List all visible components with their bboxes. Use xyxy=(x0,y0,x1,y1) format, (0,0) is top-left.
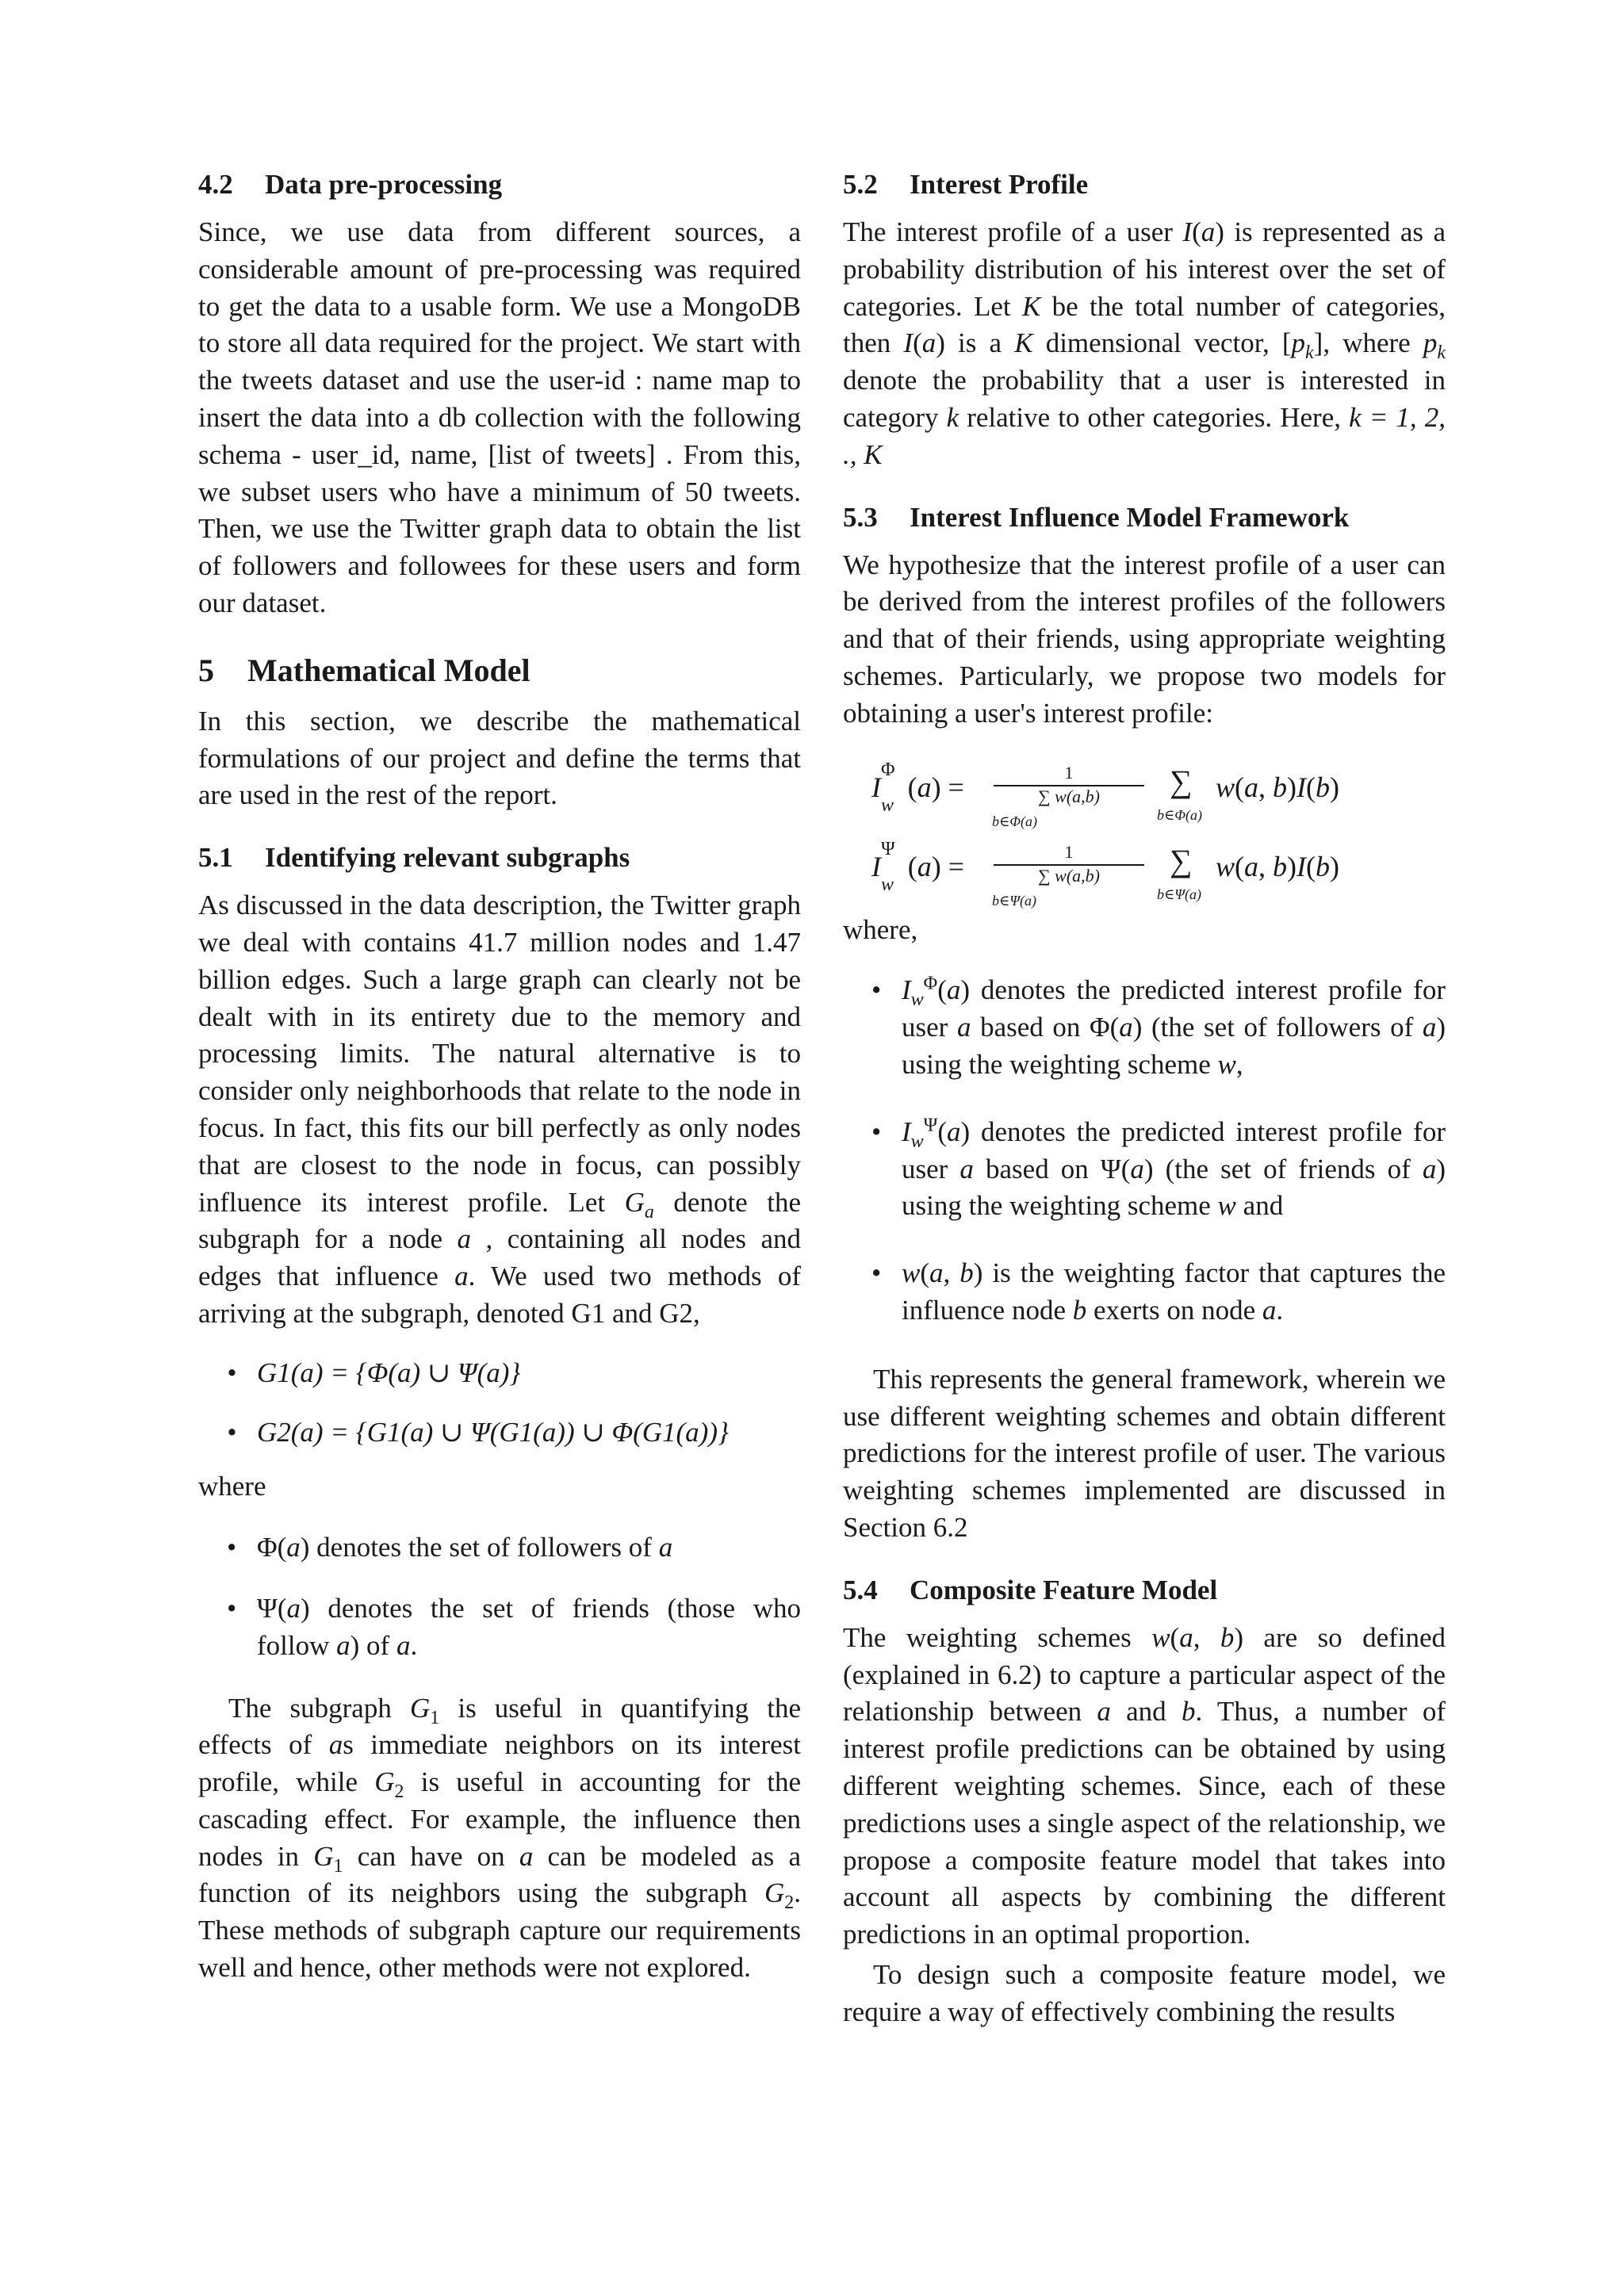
right-column xyxy=(843,165,1446,2030)
list-item-psi-prediction: • $I_w^\Psi(a)$ denotes the predicted interest profile for user a based on Ψ(a) (the set of friends of a) using the weighting scheme w and xyxy=(843,1114,1446,1225)
symbol-definition-list xyxy=(198,1529,801,1664)
section-heading-5-2: 5.2 Interest Profile xyxy=(843,169,1089,200)
list-item-psi: • Ψ(a) denotes the set of friends (those who follow a) of a. xyxy=(198,1590,801,1665)
section-heading-5-3: 5.3 Interest Influence Model Framework xyxy=(843,501,1350,533)
paragraph-math-model-intro: In this section, we describe the mathematical formulations of our project and define the terms that are used in the rest of the report. xyxy=(198,705,801,811)
equation-psi: $I_w^\Psi(a)$ = $\frac{1}{\sum w(a,b)}$ b∈Ψ(a) ∑ b∈Ψ(a) w(a, b)I(b) xyxy=(871,838,1340,909)
text-where-comma: where, xyxy=(843,913,918,945)
subgraph-definition-list xyxy=(198,1355,801,1452)
paragraph-general-framework: This represents the general framework, wherein we use different weighting schemes and obtain different predictions for the interest profile of user. The various weighting schemes implemented are discussed in Section 6.2 xyxy=(843,1363,1446,1543)
text-where: where xyxy=(198,1471,266,1502)
paragraph-influence-framework: We hypothesize that the interest profile of a user can be derived from the interest profiles of the followers and that of their friends, using appropriate weighting schemes. Particularly, we propose two models for obtaining a user's interest profile: xyxy=(843,549,1446,729)
section-heading-4-2: 4.2 Data pre-processing xyxy=(198,169,503,200)
paragraph-subgraph-usage: The subgraph $G_1$ is useful in quantifying the effects of as immediate neighbors on its interest profile, while $G_2$ is useful in accounting for the cascading effect. For example, the influence then nodes in $G_1$ can have on a can be modeled as a function of its neighbors using the subgraph $G_2$. These methods of subgraph capture our requirements well and hence, other methods were not explored. xyxy=(198,1692,802,1984)
paragraph-interest-profile: The interest profile of a user I(a) is represented as a probability distribution of his interest over the set of categories. Let K be the total number of categories, then I(a) is a K dimensional vector, $[p_k]$, where $p_k$ denote the probability that a user is interested in category k relative to other categories. Here, k = 1, 2, ., K xyxy=(843,216,1446,470)
equation-phi: $I_w^\Phi(a)$ = $\frac{1}{\sum w(a,b)}$ b∈Φ(a) ∑ b∈Φ(a) w(a, b)I(b) xyxy=(871,759,1340,829)
paragraph-composite-design: To design such a composite feature model, we require a way of effectively combining the results xyxy=(843,1958,1446,2027)
paragraph-data-preprocessing: Since, we use data from different sources, a considerable amount of pre-processing was required to get the data to a usable form. We use a MongoDB to store all data required for the project. We start with the tweets dataset and use the user-id : name map to insert the data into a db collection with the following schema - user_id, name, [list of tweets] . From this, we subset users who have a minimum of 50 tweets. Then, we use the Twitter graph data to obtain the list of followers and followees for these users and form our dataset. xyxy=(198,216,801,618)
paragraph-subgraphs: As discussed in the data description, the Twitter graph we deal with contains 41.7 million nodes and 1.47 billion edges. Such a large graph can clearly not be dealt with in its entirety due to the memory and processing limits. The natural alternative is to consider only neighborhoods that relate to the node in focus. In fact, this fits our bill perfectly as only nodes that are closest to the node in focus, can possibly influence its interest profile. Let $G_a$ denote the subgraph for a node a , containing all nodes and edges that influence a. We used two methods of arriving at the subgraph, denoted G1 and G2, xyxy=(198,890,802,1329)
prediction-definition-list xyxy=(843,972,1446,1329)
section-heading-5-1: 5.1 Identifying relevant subgraphs xyxy=(198,842,630,874)
section-heading-5-4: 5.4 Composite Feature Model xyxy=(843,1574,1218,1605)
list-item-weighting-factor: • w(a, b) is the weighting factor that captures the influence node b exerts on node a. xyxy=(843,1255,1446,1330)
list-item-phi-prediction: • $I_w^\Phi(a)$ denotes the predicted interest profile for user a based on Φ(a) (the set of followers of a) using the weighting scheme w, xyxy=(843,972,1446,1083)
section-heading-5: 5 Mathematical Model xyxy=(198,652,530,688)
left-column xyxy=(198,165,801,1987)
list-item-g1: • G1(a) = {Φ(a) ∪ Ψ(a)} xyxy=(198,1355,801,1392)
list-item-g2: • G2(a) = {G1(a) ∪ Ψ(G1(a)) ∪ Φ(G1(a))} xyxy=(198,1414,801,1452)
list-item-phi: • Φ(a) denotes the set of followers of a xyxy=(198,1529,801,1567)
paragraph-composite-feature: The weighting schemes w(a, b) are so defined (explained in 6.2) to capture a particular aspect of the relationship between a and b. Thus, a number of interest profile predictions can be obtained by using different weighting schemes. Since, each of these predictions uses a single aspect of the relationship, we propose a composite feature model that takes into account all aspects by combining the different predictions in an optimal proportion. xyxy=(843,1621,1446,1950)
